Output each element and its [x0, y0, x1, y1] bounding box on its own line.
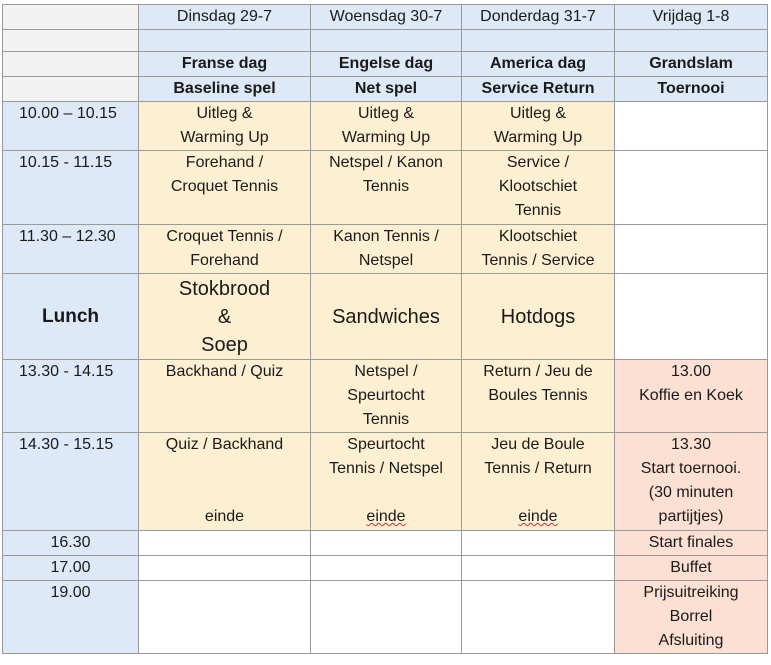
activity-cell	[139, 433, 311, 531]
friday-cell	[615, 360, 768, 433]
activity-cell	[311, 151, 462, 225]
activity-line: Tennis	[362, 178, 410, 195]
spacer-cell	[615, 30, 768, 52]
time-row	[3, 433, 768, 531]
lunch-cell: Sandwiches	[311, 274, 462, 360]
friday-line: Start toernooi.	[640, 460, 742, 477]
friday-line: Afsluiting	[658, 632, 724, 649]
activity-line: Tennis	[514, 202, 562, 219]
activity-line: Return / Jeu de	[483, 363, 593, 380]
day-tuesday: Dinsdag 29-7	[139, 5, 311, 30]
empty-cell	[139, 581, 311, 654]
activity-line: Forehand /	[185, 154, 264, 171]
activity-line: Netspel	[358, 252, 414, 269]
lunch-line: Soep	[201, 333, 248, 356]
activity-line: Jeu de Boule	[491, 436, 585, 453]
activity-cell	[311, 102, 462, 151]
time-row	[3, 102, 768, 151]
empty-cell	[615, 151, 768, 225]
end-label: einde	[204, 508, 245, 525]
friday-line: Koffie en Koek	[639, 387, 743, 404]
theme-tuesday: Franse dag	[139, 52, 311, 77]
activity-line: Croquet Tennis	[170, 178, 279, 195]
lunch-line: &	[217, 305, 232, 328]
friday-line: 13.00	[670, 363, 712, 380]
focus-wednesday: Net spel	[311, 77, 462, 102]
activity-line: Uitleg &	[509, 105, 567, 122]
end-label: einde	[518, 508, 558, 525]
day-wednesday: Woensdag 30-7	[311, 5, 462, 30]
time-row	[3, 531, 768, 556]
activity-line: Boules Tennis	[488, 387, 588, 404]
time-row	[3, 151, 768, 225]
activity-cell	[462, 360, 615, 433]
activity-cell	[462, 151, 615, 225]
activity-line: Tennis / Service	[481, 252, 595, 269]
time-label: 14.30 - 15.15	[3, 433, 139, 531]
activity-cell	[462, 102, 615, 151]
activity-line: Uitleg &	[357, 105, 415, 122]
lunch-line: Stokbrood	[178, 277, 271, 300]
empty-cell	[462, 531, 615, 556]
end-label: einde	[366, 508, 406, 525]
activity-line: Warming Up	[180, 129, 269, 146]
friday-line: 13.30	[670, 436, 712, 453]
activity-line: Speurtocht	[347, 436, 425, 453]
spacer-cell	[139, 30, 311, 52]
activity-line: Klootschiet	[498, 178, 578, 195]
friday-line: partijtjes)	[658, 508, 724, 525]
theme-thursday: America dag	[462, 52, 615, 77]
activity-cell	[139, 225, 311, 274]
activity-line: Tennis / Netspel	[329, 460, 443, 477]
empty-cell	[139, 531, 311, 556]
spacer-row	[3, 30, 768, 52]
friday-cell	[615, 433, 768, 531]
activity-line: Klootschiet	[498, 228, 578, 245]
activity-line: Netspel / Kanon	[329, 154, 443, 171]
time-label: 17.00	[3, 556, 139, 581]
corner-cell	[3, 5, 139, 30]
activity-cell	[311, 360, 462, 433]
activity-line: Tennis	[362, 411, 410, 428]
empty-cell	[311, 531, 462, 556]
activity-line: Warming Up	[341, 129, 431, 146]
time-label: 10.00 – 10.15	[3, 102, 139, 151]
friday-cell: Buffet	[615, 556, 768, 581]
theme-wednesday: Engelse dag	[311, 52, 462, 77]
lunch-row	[3, 274, 768, 360]
theme-row	[3, 52, 768, 77]
activity-cell	[311, 225, 462, 274]
empty-cell	[311, 581, 462, 654]
spacer-cell	[3, 52, 139, 77]
activity-line: Croquet Tennis /	[166, 228, 283, 245]
activity-cell	[462, 225, 615, 274]
time-row	[3, 225, 768, 274]
activity-cell	[462, 433, 615, 531]
time-row	[3, 581, 768, 654]
focus-row	[3, 77, 768, 102]
spacer-cell	[311, 30, 462, 52]
activity-line: Backhand / Quiz	[165, 363, 284, 380]
empty-cell	[615, 274, 768, 360]
time-label: 10.15 - 11.15	[3, 151, 139, 225]
time-row	[3, 556, 768, 581]
schedule-table	[2, 4, 768, 654]
time-label: 11.30 – 12.30	[3, 225, 139, 274]
activity-line: Speurtocht	[347, 387, 425, 404]
activity-line: Tennis / Return	[484, 460, 592, 477]
activity-cell	[139, 151, 311, 225]
friday-cell: Start finales	[615, 531, 768, 556]
activity-line: Service /	[506, 154, 570, 171]
activity-cell	[139, 360, 311, 433]
theme-friday: Grandslam	[615, 52, 768, 77]
time-label: 16.30	[3, 531, 139, 556]
activity-line: Netspel /	[354, 363, 418, 380]
spacer-cell	[462, 30, 615, 52]
time-label: 13.30 - 14.15	[3, 360, 139, 433]
activity-line: Uitleg &	[196, 105, 253, 122]
spacer-cell	[3, 77, 139, 102]
empty-cell	[139, 556, 311, 581]
empty-cell	[462, 556, 615, 581]
friday-line: Borrel	[669, 608, 713, 625]
empty-cell	[615, 102, 768, 151]
friday-cell	[615, 581, 768, 654]
focus-tuesday: Baseline spel	[139, 77, 311, 102]
activity-line: Kanon Tennis /	[333, 228, 439, 245]
day-thursday: Donderdag 31-7	[462, 5, 615, 30]
lunch-label: Lunch	[3, 274, 139, 360]
empty-cell	[311, 556, 462, 581]
activity-cell	[311, 433, 462, 531]
lunch-cell	[139, 274, 311, 360]
activity-line: Warming Up	[493, 129, 583, 146]
activity-cell	[139, 102, 311, 151]
focus-thursday: Service Return	[462, 77, 615, 102]
empty-cell	[462, 581, 615, 654]
activity-line: Forehand	[190, 252, 259, 269]
friday-line: Prijsuitreiking	[643, 584, 739, 601]
day-friday: Vrijdag 1-8	[615, 5, 768, 30]
friday-line: (30 minuten	[648, 484, 734, 501]
activity-line: Quiz / Backhand	[165, 436, 284, 453]
time-row	[3, 360, 768, 433]
time-label: 19.00	[3, 581, 139, 654]
empty-cell	[615, 225, 768, 274]
focus-friday: Toernooi	[615, 77, 768, 102]
spacer-cell	[3, 30, 139, 52]
lunch-cell: Hotdogs	[462, 274, 615, 360]
day-header-row	[3, 5, 768, 30]
